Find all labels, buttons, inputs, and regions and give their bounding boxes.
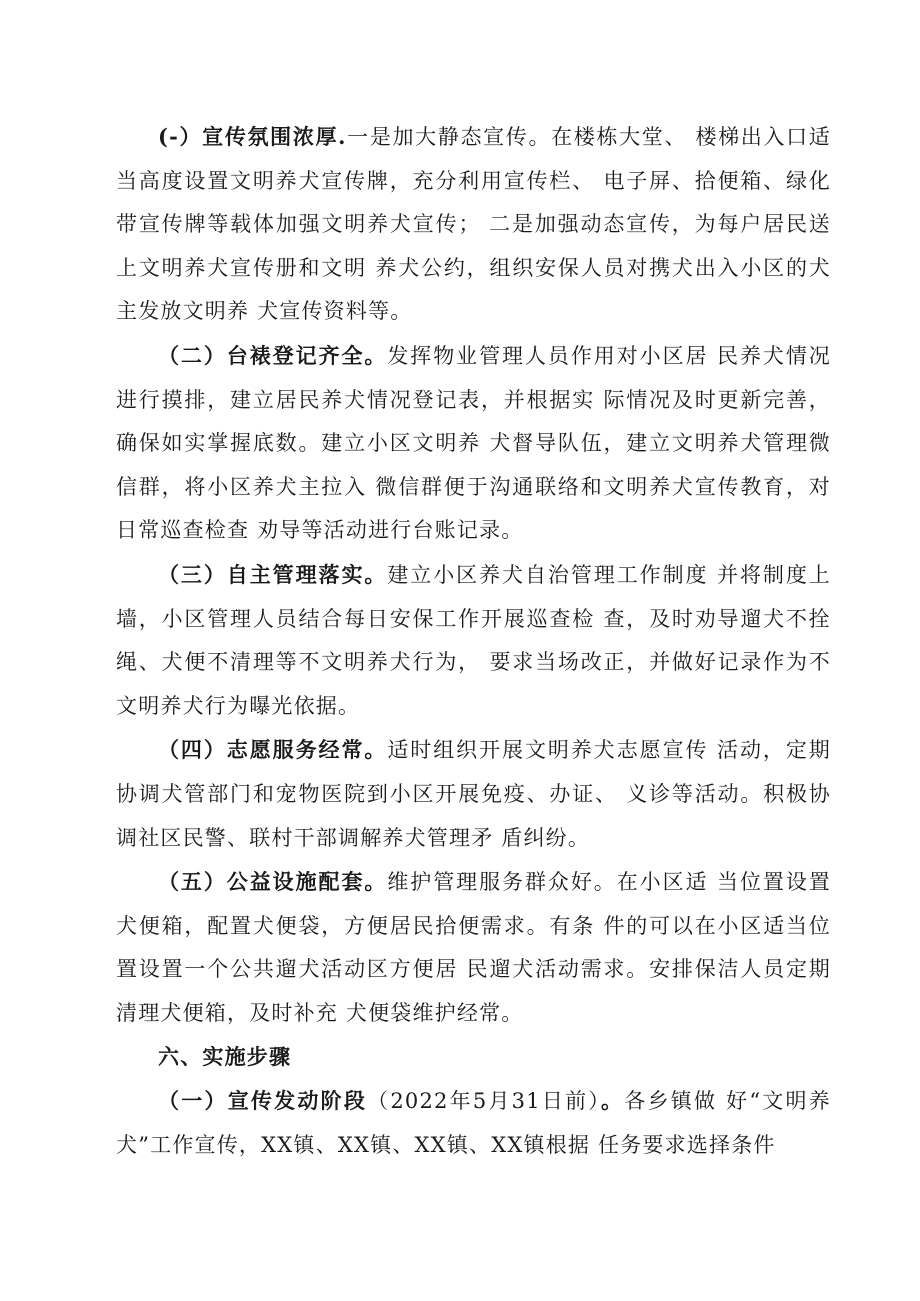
- paragraph-registration: [116, 334, 831, 553]
- paragraph-lead-end: 。: [601, 1088, 625, 1114]
- paragraph-lead: （三）自主管理落实。: [158, 561, 388, 587]
- paragraph-body: 建立小区养犬自治管理工作制度 并将制度上墙，小区管理人员结合每日安保工作开展巡查检 查，及时劝导遛犬不拴绳、犬便不清理等不文明养犬行为， 要求当场改正，并做好记录作为不文明养犬行为曝光依据。: [116, 562, 831, 718]
- paragraph-body: 一是加大静态宣传。在楼栋大堂、 楼梯出入口适当高度设置文明养犬宣传牌，充分利用宣传栏、 电子屏、拾便箱、绿化带宣传牌等载体加强文明养犬宣传； 二是加强动态宣传，为每户居民送上文明养犬宣传册和文明 养犬公约，组织安保人员对携犬出入小区的犬主发放文明养 犬宣传资料等。: [116, 125, 831, 324]
- paragraph-lead: （二）台裱登记齐全。: [158, 342, 388, 368]
- paragraph-lead: (-）宣传氛围浓厚.: [158, 124, 347, 149]
- paragraph-date: （2022年5月31日前）: [367, 1089, 602, 1114]
- paragraph-lead: （五）公益设施配套。: [158, 869, 388, 895]
- paragraph-publicity-atmosphere: [116, 115, 831, 334]
- paragraph-body: 维护管理服务群众好。在小区适 当位置设置犬便箱，配置犬便袋，方便居民拾便需求。有条 件的可以在小区适当位置设置一个公共遛犬活动区方便居 民遛犬活动需求。安排保洁人员定期清理犬便箱，及时补充 犬便袋维护经常。: [116, 870, 831, 1025]
- paragraph-body: 发挥物业管理人员作用对小区居 民养犬情况进行摸排，建立居民养犬情况登记表，并根据实 际情况及时更新完善，确保如实掌握底数。建立小区文明养 犬督导队伍，建立文明养犬管理微信群，将小区养犬主拉入 微信群便于沟通联络和文明养犬宣传教育，对日常巡查检查 劝导等活动进行台账记录。: [116, 343, 831, 543]
- paragraph-public-facilities: [116, 860, 831, 1035]
- paragraph-self-management: [116, 553, 831, 728]
- paragraph-lead: （四）志愿服务经常。: [158, 737, 388, 763]
- paragraph-body: 各乡镇做 好“文明养犬”工作宣传，XX镇、XX镇、XX镇、XX镇根据 任务要求选择条件: [116, 1089, 831, 1157]
- paragraph-body: 适时组织开展文明养犬志愿宣传 活动，定期协调犬管部门和宠物医院到小区开展免疫、办证、 义诊等活动。积极协调社区民警、联村干部调解养犬管理矛 盾纠纷。: [116, 738, 831, 850]
- document-page: [116, 115, 831, 1167]
- section-heading: 六、实施步骤: [158, 1044, 292, 1070]
- paragraph-lead: （一）宣传发动阶段: [158, 1088, 368, 1114]
- paragraph-volunteer-service: [116, 728, 831, 860]
- paragraph-publicity-phase: [116, 1079, 831, 1167]
